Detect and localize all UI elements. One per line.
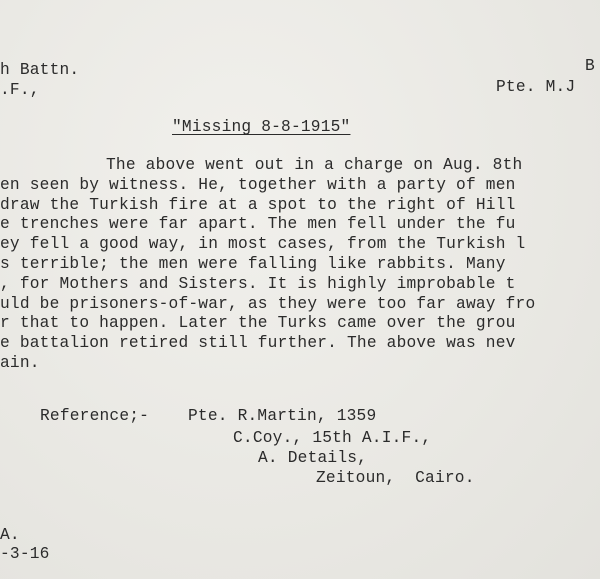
body-line-4: e trenches were far apart. The men fell under the fu bbox=[0, 215, 516, 233]
body-line-8: uld be prisoners-of-war, as they were too far away fro bbox=[0, 295, 536, 313]
reference-line-3: A. Details, bbox=[258, 449, 368, 467]
reference-line-2: C.Coy., 15th A.I.F., bbox=[233, 429, 432, 447]
reference-line-4: Zeitoun, Cairo. bbox=[316, 469, 475, 487]
body-line-6: s terrible; the men were falling like rabbits. Many bbox=[0, 255, 506, 273]
footer-line-1: A. bbox=[0, 526, 20, 544]
body-line-10: e battalion retired still further. The above was nev bbox=[0, 334, 516, 352]
reference-line-1: Pte. R.Martin, 1359 bbox=[188, 407, 377, 425]
body-line-2: en seen by witness. He, together with a party of men bbox=[0, 176, 516, 194]
header-right-line2: Pte. M.J bbox=[496, 78, 576, 96]
body-line-7: , for Mothers and Sisters. It is highly improbable t bbox=[0, 275, 516, 293]
body-line-11: ain. bbox=[0, 354, 40, 372]
body-line-1: The above went out in a charge on Aug. 8th bbox=[106, 156, 523, 174]
header-left-line2: .F., bbox=[0, 81, 40, 99]
body-line-9: r that to happen. Later the Turks came over the grou bbox=[0, 314, 516, 332]
header-left-line1: h Battn. bbox=[0, 61, 80, 79]
footer-line-2: -3-16 bbox=[0, 545, 50, 563]
document-title: "Missing 8-8-1915" bbox=[172, 118, 351, 136]
header-right-line1: B bbox=[585, 57, 595, 75]
reference-label: Reference;- bbox=[40, 407, 150, 425]
body-line-3: draw the Turkish fire at a spot to the right of Hill bbox=[0, 196, 516, 214]
body-line-5: ey fell a good way, in most cases, from the Turkish l bbox=[0, 235, 526, 253]
